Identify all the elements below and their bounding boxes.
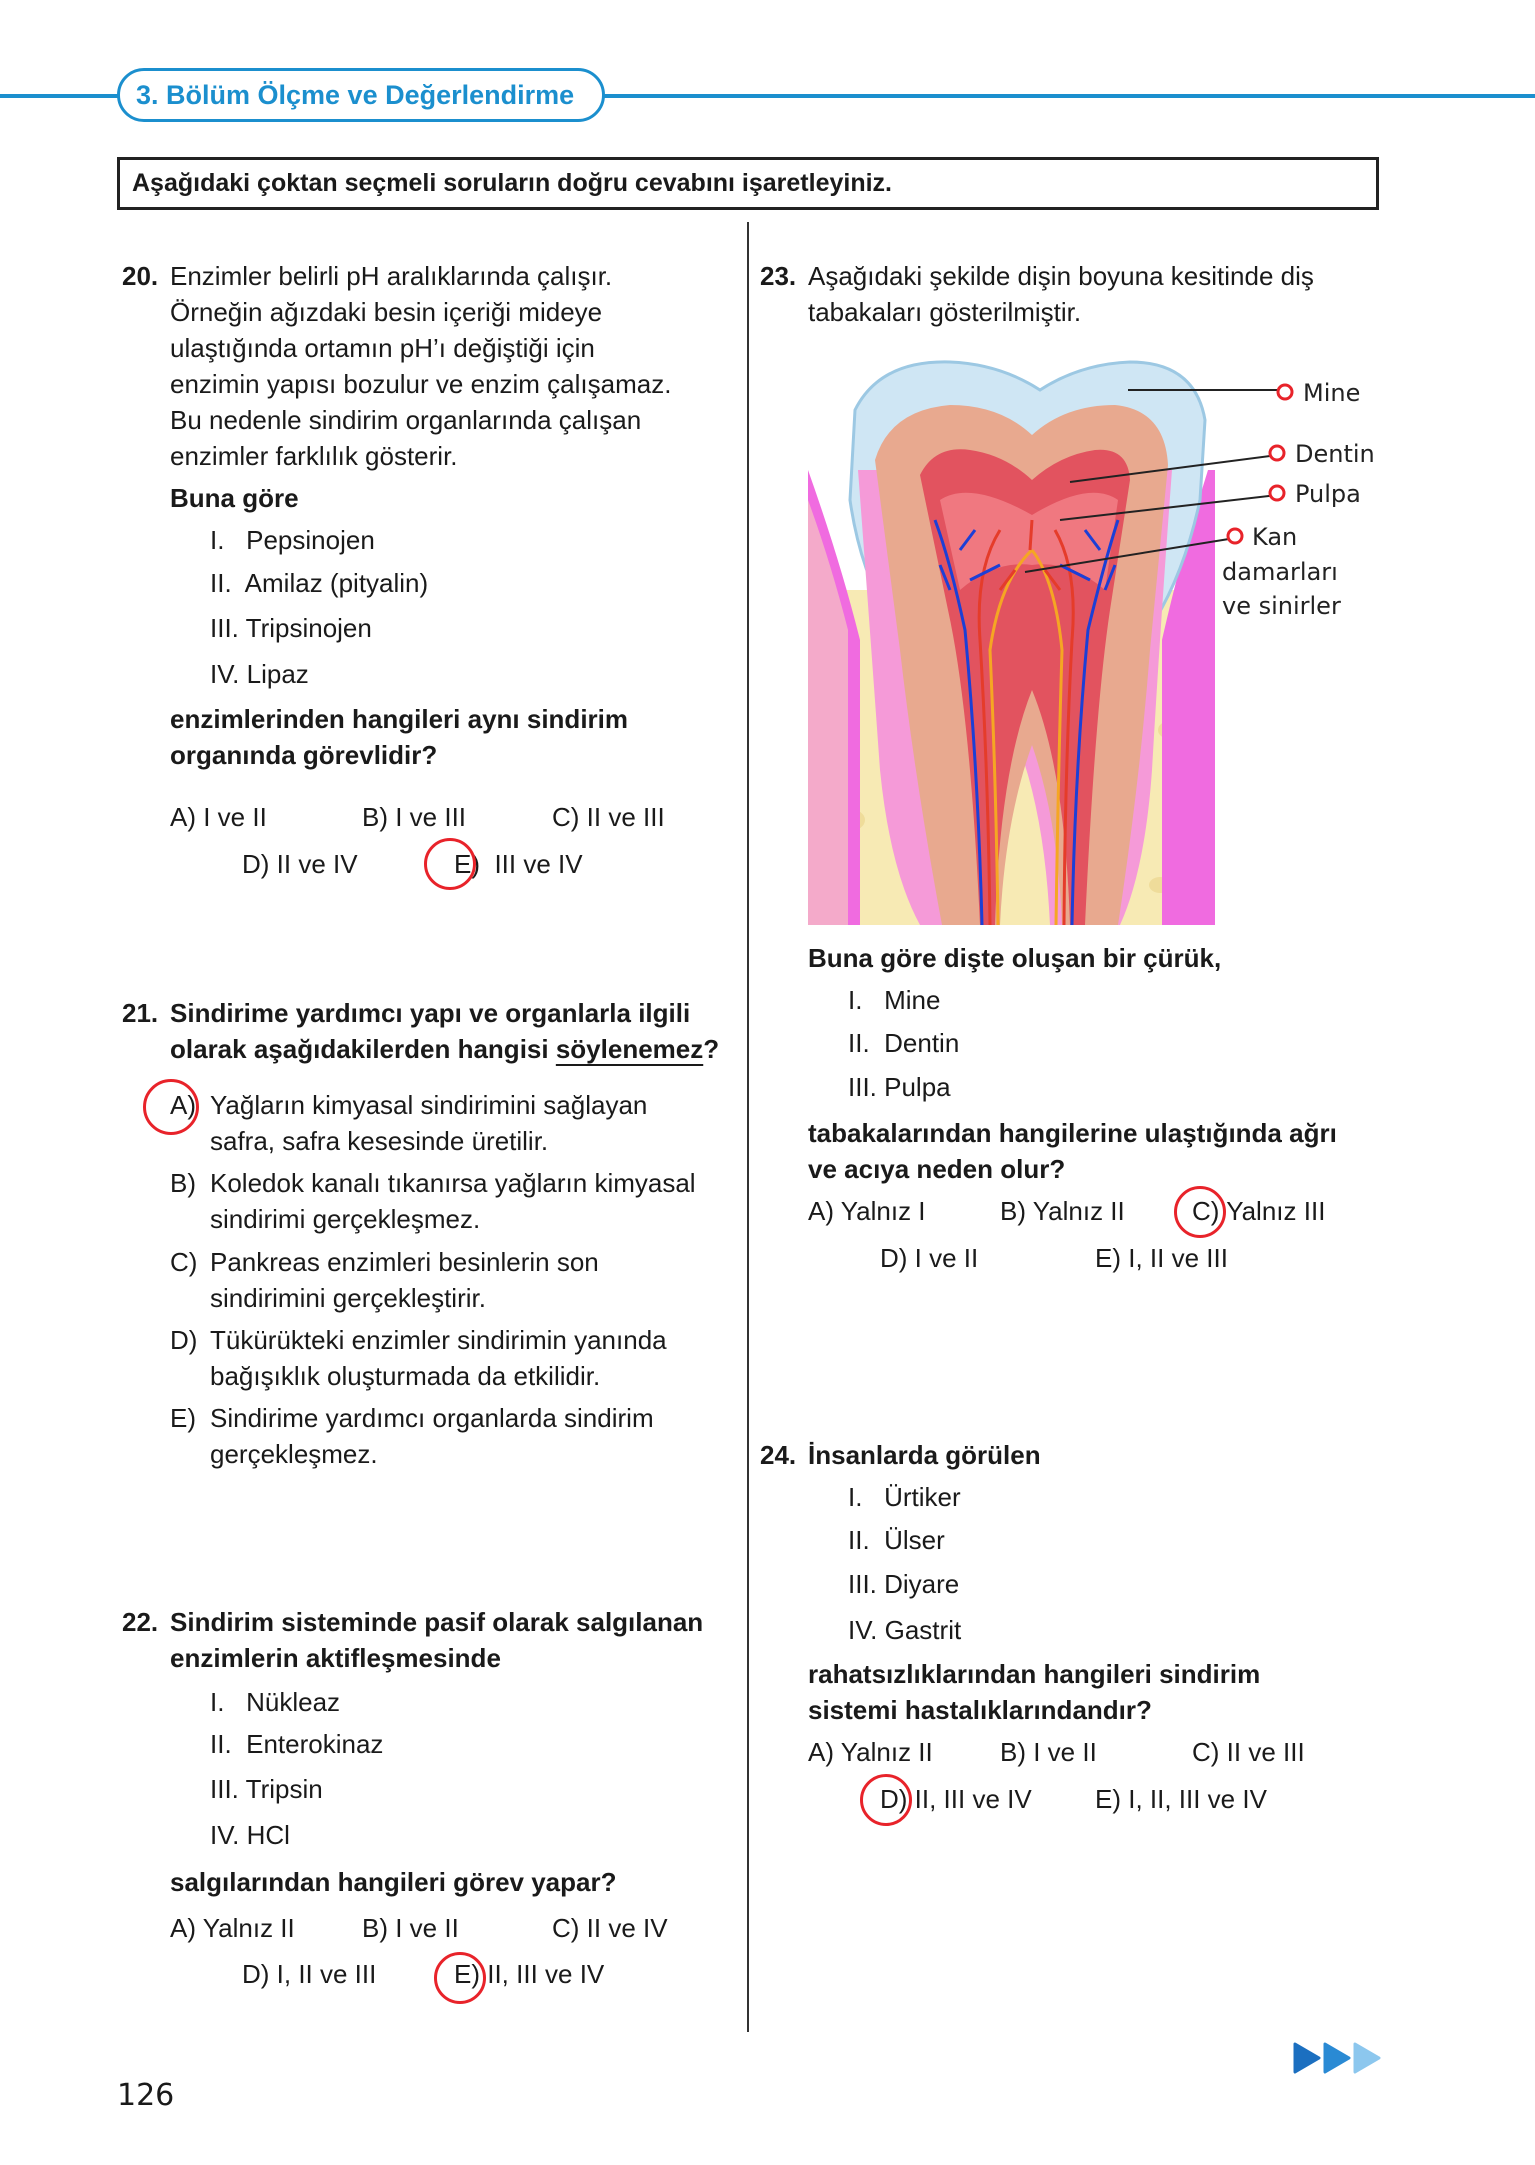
option-a[interactable]: A) Yalnız II	[808, 1737, 933, 1767]
roman-item: III. Diyare	[848, 1569, 960, 1599]
question-text-line: Örneğin ağızdaki besin içeriği mideye	[170, 297, 603, 327]
option-text-line: Yağların kimyasal sindirimini sağlayan	[210, 1090, 648, 1120]
option-a[interactable]: A) I ve II	[170, 802, 267, 832]
option-letter: A)	[170, 1090, 196, 1120]
question-prompt-line: organında görevlidir?	[170, 740, 438, 770]
option-letter: D)	[170, 1325, 198, 1355]
option-c[interactable]: C) II ve III	[1192, 1737, 1305, 1767]
roman-item: II. Ülser	[848, 1525, 945, 1555]
label-kan: Kan	[1252, 523, 1298, 551]
answer-circle	[860, 1774, 912, 1826]
question-text-line: enzimler farklılık gösterir.	[170, 441, 458, 471]
question-number: 23.	[760, 261, 797, 291]
roman-item: II. Dentin	[848, 1028, 960, 1058]
question-number: 22.	[122, 1607, 159, 1637]
question-lead: İnsanlarda görülen	[808, 1440, 1041, 1470]
question-text-line: tabakaları gösterilmiştir.	[808, 297, 1082, 327]
column-divider	[747, 222, 749, 2032]
question-prompt-line: rahatsızlıklarından hangileri sindirim	[808, 1659, 1261, 1689]
question-text-line: Aşağıdaki şekilde dişin boyuna kesitinde diş	[808, 261, 1314, 291]
question-text-line: enzimin yapısı bozulur ve enzim çalışamaz.	[170, 369, 672, 399]
tooth-cross-section-figure	[800, 350, 1400, 930]
option-e[interactable]: E) I, II, III ve IV	[1095, 1784, 1267, 1814]
question-text-line: Enzimler belirli pH aralıklarında çalışır.	[170, 261, 613, 291]
page-number: 126	[117, 2078, 175, 2113]
negation-word: söylenemez	[555, 1034, 704, 1064]
option-d[interactable]: D) I ve II	[880, 1243, 979, 1273]
roman-item: I. Ürtiker	[848, 1482, 961, 1512]
answer-circle	[434, 1952, 486, 2004]
roman-item: III. Tripsin	[210, 1774, 323, 1804]
option-c[interactable]: C) Yalnız III	[1192, 1196, 1326, 1226]
option-text-line: bağışıklık oluşturmada da etkilidir.	[210, 1361, 601, 1391]
question-text-line: Bu nedenle sindirim organlarında çalışan	[170, 405, 642, 435]
roman-item: I. Pepsinojen	[210, 525, 375, 555]
option-text-line: sindirimini gerçekleştirir.	[210, 1283, 486, 1313]
option-a[interactable]: A) Yalnız II	[170, 1913, 295, 1943]
answer-circle	[1174, 1186, 1226, 1238]
option-text-line: Koledok kanalı tıkanırsa yağların kimyasal	[210, 1168, 696, 1198]
roman-item: II. Amilaz (pityalin)	[210, 568, 429, 598]
question-prompt: salgılarından hangileri görev yapar?	[170, 1867, 617, 1897]
question-number: 20.	[122, 261, 159, 291]
question-number: 21.	[122, 998, 159, 1028]
roman-item: I. Nükleaz	[210, 1687, 341, 1717]
option-b[interactable]: B) I ve II	[362, 1913, 459, 1943]
question-22	[122, 1604, 742, 2024]
answer-circle	[424, 838, 476, 890]
option-b[interactable]: B) I ve III	[362, 802, 467, 832]
question-text-line: ulaştığında ortamın pH’ı değiştiği için	[170, 333, 595, 363]
option-c[interactable]: C) II ve IV	[552, 1913, 668, 1943]
question-text-line: olarak aşağıdakilerden hangisi	[170, 1034, 556, 1064]
option-e[interactable]: E) I, II ve III	[1095, 1243, 1228, 1273]
option-c[interactable]: C) II ve III	[552, 802, 665, 832]
question-23-answers	[760, 940, 1400, 1280]
option-a[interactable]: A) Yalnız I	[808, 1196, 926, 1226]
question-lead: Buna göre	[170, 483, 299, 513]
label-mine: Mine	[1303, 379, 1361, 407]
question-20	[122, 258, 732, 898]
question-24	[760, 1437, 1400, 1857]
option-b[interactable]: B) I ve II	[1000, 1737, 1097, 1767]
option-text-line: safra, safra kesesinde üretilir.	[210, 1126, 549, 1156]
label-markers	[1228, 385, 1292, 543]
option-text-line: sindirimi gerçekleşmez.	[210, 1204, 481, 1234]
instruction-box: Aşağıdaki çoktan seçmeli soruların doğru cevabını işaretleyiniz.	[117, 157, 1379, 210]
question-prompt-line: enzimlerinden hangileri aynı sindirim	[170, 704, 628, 734]
question-text-line: Sindirim sisteminde pasif olarak salgılanan	[170, 1607, 704, 1637]
question-mark: ?	[703, 1034, 720, 1064]
question-text-line: enzimlerin aktifleşmesinde	[170, 1643, 501, 1673]
option-text-line: Tükürükteki enzimler sindirimin yanında	[210, 1325, 667, 1355]
question-text-line: Sindirime yardımcı yapı ve organlarla ilgili	[170, 998, 691, 1028]
label-ve-sinirler: ve sinirler	[1222, 592, 1341, 620]
option-e[interactable]: E) III ve IV	[454, 849, 583, 879]
option-d[interactable]: D) II ve IV	[242, 849, 358, 879]
section-title: 3. Bölüm Ölçme ve Değerlendirme	[117, 68, 605, 122]
roman-item: III. Tripsinojen	[210, 613, 372, 643]
option-text-line: gerçekleşmez.	[210, 1439, 378, 1469]
question-21	[122, 995, 742, 1475]
option-d[interactable]: D) I, II ve III	[242, 1959, 377, 1989]
label-dentin: Dentin	[1295, 440, 1375, 468]
option-d[interactable]: D) II, III ve IV	[880, 1784, 1032, 1814]
answer-circle	[143, 1079, 199, 1135]
option-text-line: Pankreas enzimleri besinlerin son	[210, 1247, 599, 1277]
option-text-line: Sindirime yardımcı organlarda sindirim	[210, 1403, 654, 1433]
roman-item: IV. Gastrit	[848, 1615, 962, 1645]
roman-item: III. Pulpa	[848, 1072, 951, 1102]
roman-item: I. Mine	[848, 985, 941, 1015]
roman-item: IV. HCl	[210, 1820, 290, 1850]
option-e[interactable]: E) II, III ve IV	[454, 1959, 605, 1989]
question-prompt-line: sistemi hastalıklarındandır?	[808, 1695, 1152, 1725]
roman-item: II. Enterokinaz	[210, 1729, 384, 1759]
roman-item: IV. Lipaz	[210, 659, 309, 689]
option-letter: B)	[170, 1168, 196, 1198]
question-prompt-line: ve acıya neden olur?	[808, 1154, 1066, 1184]
option-b[interactable]: B) Yalnız II	[1000, 1196, 1125, 1226]
next-page-arrows-icon	[1293, 2040, 1383, 2076]
question-lead: Buna göre dişte oluşan bir çürük,	[808, 943, 1222, 973]
label-damarlari: damarları	[1222, 558, 1338, 586]
label-pulpa: Pulpa	[1295, 480, 1361, 508]
option-letter: C)	[170, 1247, 198, 1277]
question-number: 24.	[760, 1440, 797, 1470]
question-prompt-line: tabakalarından hangilerine ulaştığında ağrı	[808, 1118, 1337, 1148]
option-letter: E)	[170, 1403, 196, 1433]
